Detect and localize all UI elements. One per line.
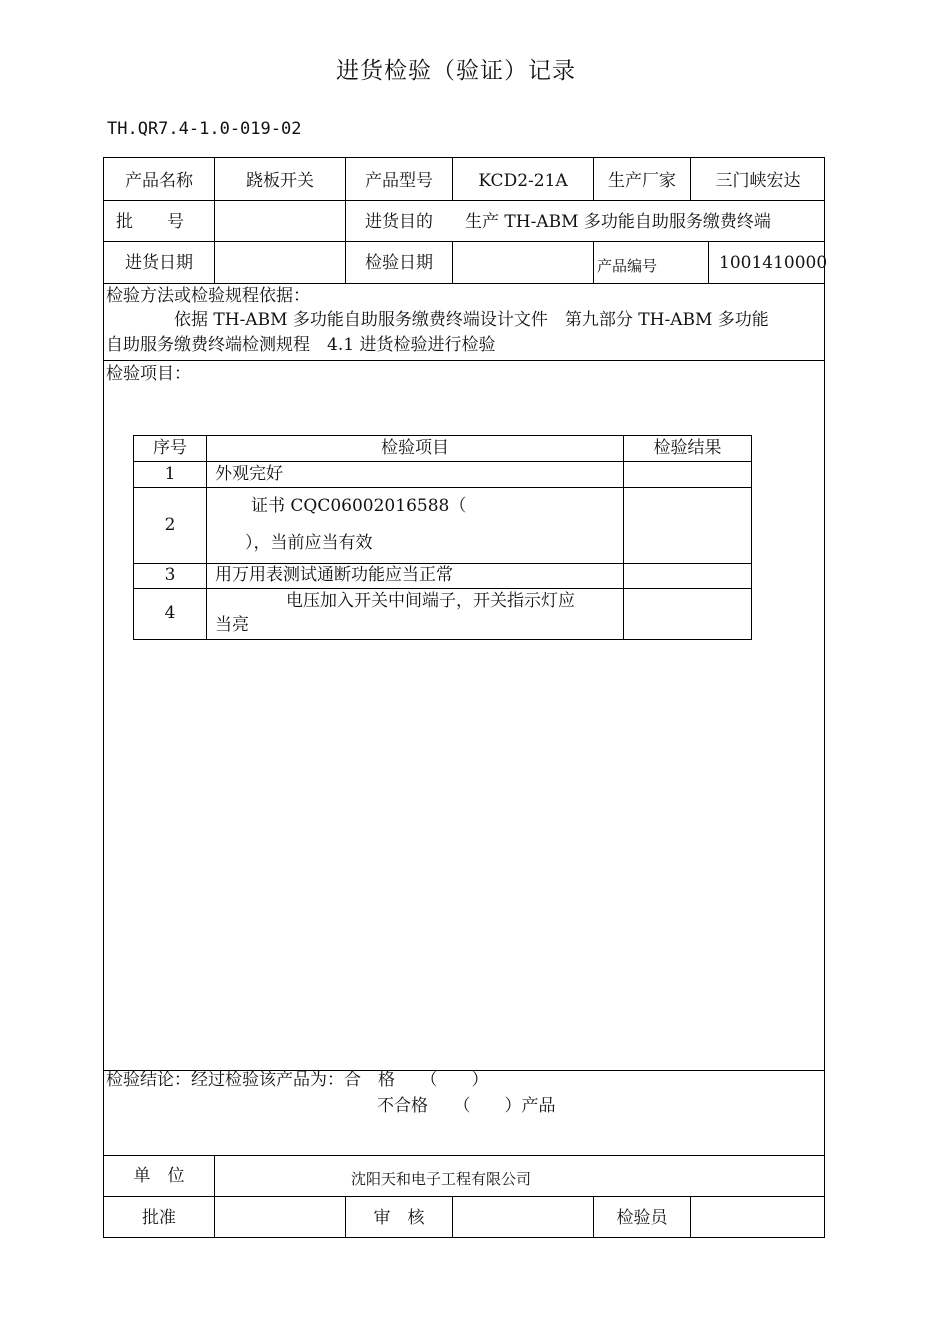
inspect-date-label: 检验日期 — [365, 253, 433, 273]
row-number: 1 — [164, 464, 176, 484]
row-number: 2 — [164, 515, 176, 535]
manufacturer-label: 生产厂家 — [608, 171, 676, 191]
items-label: 检验项目： — [106, 364, 191, 384]
row-divider — [103, 1155, 825, 1156]
row-divider — [103, 241, 825, 242]
unit-label: 单 位 — [133, 1166, 185, 1186]
column-divider — [690, 1196, 691, 1238]
inspection-item: 证书 CQC06002016588（ — [251, 496, 467, 516]
column-divider — [452, 1196, 453, 1238]
model-value: KCD2-21A — [478, 171, 568, 191]
method-label: 检验方法或检验规程依据： — [106, 286, 310, 306]
product-name-value: 跷板开关 — [246, 171, 314, 191]
purpose-label: 进货目的 — [365, 212, 433, 232]
approve-label: 批准 — [142, 1208, 176, 1228]
row-number: 3 — [164, 565, 176, 585]
column-divider — [452, 241, 453, 283]
row-divider — [103, 1196, 825, 1197]
row-divider — [103, 200, 825, 201]
table-row-divider — [134, 588, 751, 589]
purpose-value: 生产 TH-ABM 多功能自助服务缴费终端 — [465, 212, 771, 232]
table-column-divider — [206, 436, 207, 639]
page-title: 进货检验（验证）记录 — [336, 58, 576, 84]
arrival-date-label: 进货日期 — [125, 253, 193, 273]
column-divider — [708, 241, 709, 283]
row-number: 4 — [164, 603, 176, 623]
conclusion-text-fail: 不合格 （ ）产品 — [377, 1096, 556, 1116]
inspection-item-continued: ），当前应当有效 — [245, 533, 373, 553]
table-row-divider — [134, 461, 751, 462]
column-divider — [593, 241, 594, 283]
column-header-item: 检验项目 — [381, 438, 449, 458]
inspection-item: 外观完好 — [215, 464, 283, 484]
method-text-line2: 自助服务缴费终端检测规程 4.1 进货检验进行检验 — [106, 335, 496, 355]
inspection-items-table — [133, 435, 752, 640]
column-header-no: 序号 — [153, 438, 187, 458]
inspection-item-continued: 当亮 — [215, 615, 249, 635]
table-row-divider — [134, 563, 751, 564]
table-column-divider — [623, 436, 624, 639]
document-code: TH.QR7.4-1.0-019-02 — [107, 119, 302, 139]
inspector-label: 检验员 — [616, 1208, 668, 1228]
review-label: 审 核 — [373, 1208, 425, 1228]
table-row-divider — [134, 487, 751, 488]
model-label: 产品型号 — [365, 171, 433, 191]
product-name-label: 产品名称 — [125, 171, 193, 191]
unit-value: 沈阳天和电子工程有限公司 — [351, 1170, 532, 1188]
column-header-result: 检验结果 — [653, 438, 722, 458]
manufacturer-value: 三门峡宏达 — [715, 171, 801, 191]
batch-label: 批 号 — [116, 212, 184, 232]
product-no-value: 1001410000 — [719, 253, 828, 273]
product-no-label: 产品编号 — [597, 257, 658, 275]
conclusion-text: 检验结论：经过检验该产品为：合 格 （ ） — [106, 1070, 489, 1090]
inspection-item: 电压加入开关中间端子，开关指示灯应 — [286, 591, 575, 611]
column-divider — [214, 1155, 215, 1238]
row-divider — [103, 360, 825, 361]
method-text-line1: 依据 TH-ABM 多功能自助服务缴费终端设计文件 第九部分 TH-ABM 多功能 — [174, 310, 769, 330]
row-divider — [103, 283, 825, 284]
inspection-item: 用万用表测试通断功能应当正常 — [215, 565, 453, 585]
